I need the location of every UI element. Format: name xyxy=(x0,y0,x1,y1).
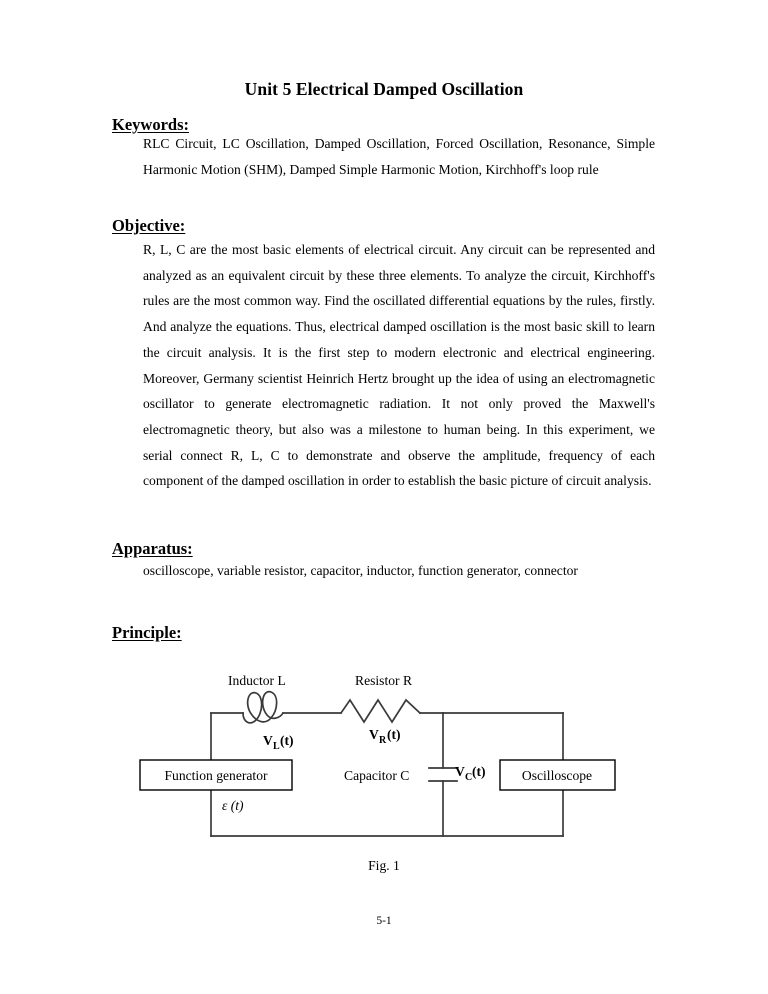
figure-caption: Fig. 1 xyxy=(368,858,400,873)
section-heading-objective: Objective: xyxy=(112,216,186,235)
resistor-voltage-label xyxy=(369,727,401,746)
resistor-voltage-tail: (t) xyxy=(387,727,401,742)
section-heading-principle: Principle: xyxy=(112,623,182,642)
capacitor-voltage-tail: (t) xyxy=(472,764,486,779)
capacitor-name-label: Capacitor C xyxy=(344,768,410,783)
page-title: Unit 5 Electrical Damped Oscillation xyxy=(244,79,524,99)
section-body-objective: R, L, C are the most basic elements of electrical circuit. Any circuit can be represented and analyzed as an equivalent circuit by these three elements. To analyze the circuit, Kirchhoff's rules are the most common way. Find the oscillated differential equations by the rules, firstly. And analyze the equations. Thus, electrical damped oscillation is the most basic skill to learn the circuit analysis. It is the first step to modern electronic and electrical engineering. Moreover, Germany scientist Heinrich Hertz brought up the idea of using an electromagnetic oscillator to generate electromagnetic radiation. It not only proved the Maxwell's electromagnetic theory, but also was a milestone to human being. In this experiment, we serial connect R, L, C to demonstrate and observe the amplitude, frequency of each component of the damped oscillation in order to establish the basic picture of circuit analysis. xyxy=(143,242,655,489)
section-heading-keywords: Keywords: xyxy=(112,115,189,134)
section-body-apparatus: oscilloscope, variable resistor, capacitor, inductor, function generator, connector xyxy=(143,563,578,578)
figure-rlc-circuit xyxy=(0,660,768,890)
capacitor-voltage-v: V xyxy=(455,764,465,779)
inductor-voltage-tail: (t) xyxy=(280,733,294,748)
function-generator-block xyxy=(140,760,292,790)
page-number-footer: 5-1 xyxy=(376,915,392,927)
resistor-voltage-subscript: R xyxy=(379,735,387,746)
rlc-circuit-diagram xyxy=(0,660,768,890)
inductor-voltage-v: V xyxy=(263,733,273,748)
oscilloscope-block xyxy=(500,760,615,790)
section-heading-apparatus: Apparatus: xyxy=(112,539,193,558)
section-body-keywords: RLC Circuit, LC Oscillation, Damped Oscillation, Forced Oscillation, Resonance, Simple Harmonic Motion (SHM), Damped Simple Harmonic Motion, Kirchhoff's loop rule xyxy=(143,136,655,177)
resistor-zigzag-icon xyxy=(341,700,420,722)
resistor-top-label: Resistor R xyxy=(355,673,413,688)
emf-label: ε (t) xyxy=(222,798,244,813)
inductor-coil-icon xyxy=(243,692,283,723)
resistor-voltage-v: V xyxy=(369,727,379,742)
capacitor-voltage-subscript: C xyxy=(465,772,473,783)
inductor-voltage-subscript: L xyxy=(273,741,280,752)
oscilloscope-label: Oscilloscope xyxy=(521,768,593,783)
inductor-top-label: Inductor L xyxy=(228,673,286,688)
inductor-voltage-label xyxy=(263,733,294,752)
capacitor-voltage-label xyxy=(455,764,486,783)
function-generator-label: Function generator xyxy=(164,768,268,783)
